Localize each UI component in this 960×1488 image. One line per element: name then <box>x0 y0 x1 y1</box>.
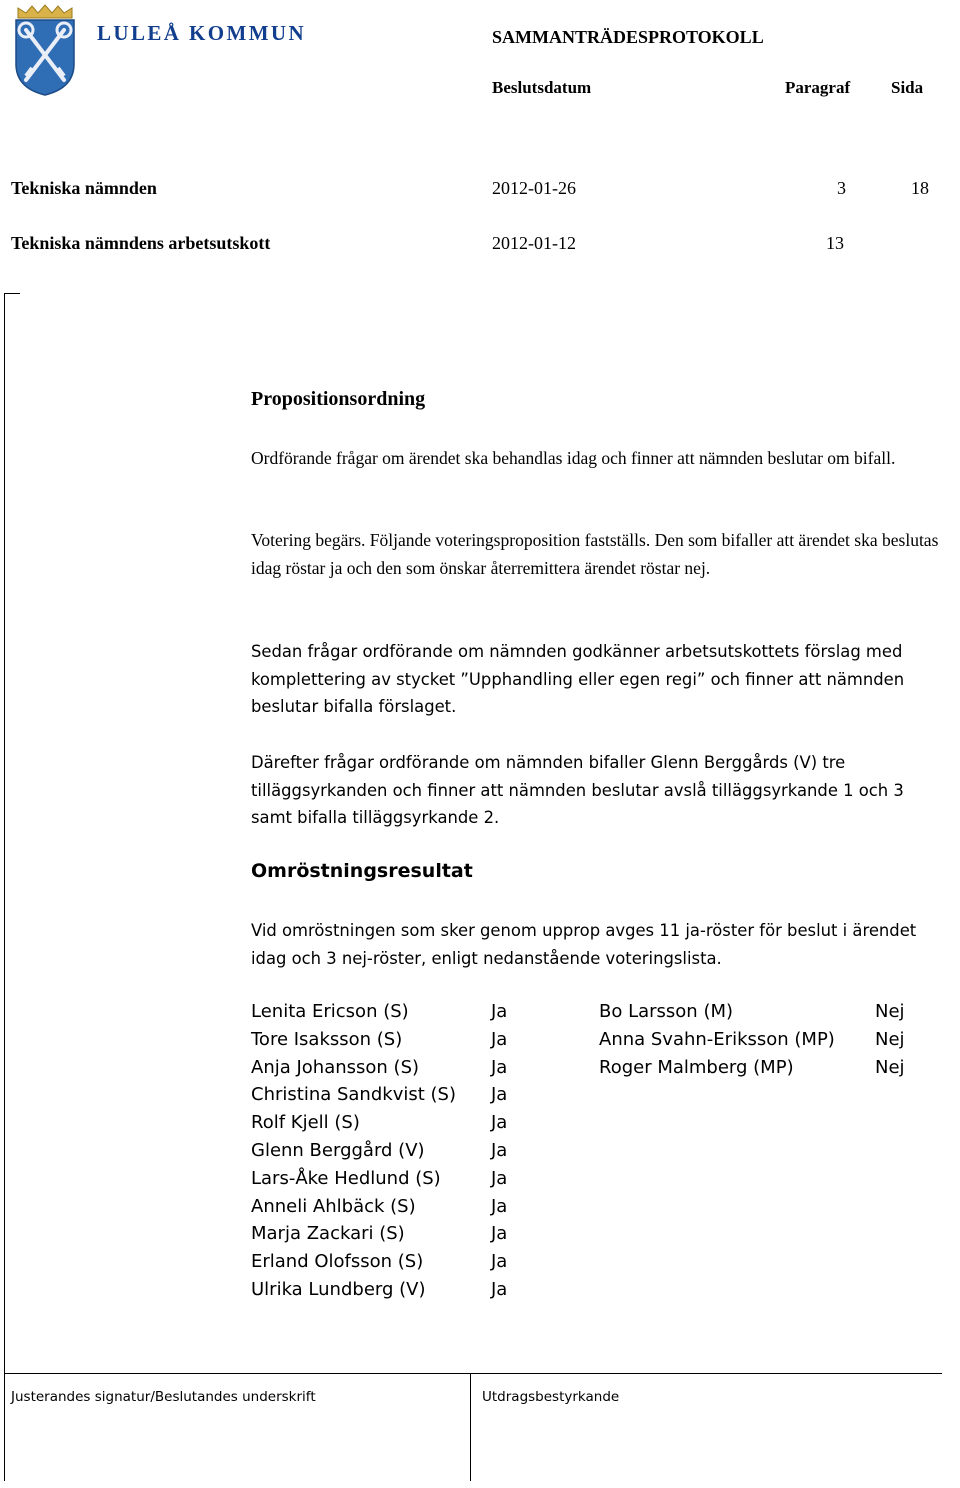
paragraph-votering: Votering begärs. Följande voteringsproposition fastställs. Den som bifaller att ärendet ska beslutas idag röstar ja och den som önskar återremittera ärendet röstar nej. <box>251 530 939 578</box>
voter-name: Tore Isaksson (S) <box>251 1028 403 1050</box>
meta-paragraph-1: 3 <box>837 178 846 198</box>
voter-name: Bo Larsson (M) <box>599 1001 734 1022</box>
label-paragraph: Paragraf <box>785 78 851 97</box>
voter-vote: Nej <box>875 1056 905 1078</box>
voter-name: Glenn Berggård (V) <box>251 1139 425 1161</box>
voter-vote: Nej <box>875 1028 905 1050</box>
voter-vote: Ja <box>491 1112 508 1134</box>
meta-body-1: Tekniska nämnden <box>11 178 157 198</box>
voter-vote: Ja <box>491 1056 508 1078</box>
voter-vote: Ja <box>491 1028 508 1050</box>
voter-vote: Ja <box>491 1139 508 1161</box>
municipality-crest-logo <box>12 4 78 96</box>
voter-vote: Ja <box>491 1195 508 1217</box>
voter-name: Roger Malmberg (MP) <box>599 1056 794 1078</box>
footer-divider <box>4 1373 942 1374</box>
paragraph-tillaggsyrkanden: Därefter frågar ordförande om nämnden bifaller Glenn Berggårds (V) tre tilläggsyrkanden och finner att nämnden beslutar avslå tilläggsyrkande 1 och 3 samt bifalla tilläggsyrkande 2. <box>251 753 904 828</box>
paragraph-omrostning: Vid omröstningen som sker genom upprop avges 11 ja-röster för beslut i ärendet idag och 3 nej-röster, enligt nedanstående voteringslista. <box>251 921 917 968</box>
label-page: Sida <box>891 78 924 97</box>
meta-date-1: 2012-01-26 <box>492 178 576 198</box>
footer-extract-label: Utdragsbestyrkande <box>482 1389 620 1405</box>
voter-vote: Ja <box>491 1251 508 1273</box>
voter-name: Rolf Kjell (S) <box>251 1112 360 1134</box>
meta-body-2: Tekniska nämndens arbetsutskott <box>11 233 271 253</box>
voter-vote: Ja <box>491 1223 508 1245</box>
footer-signature-label: Justerandes signatur/Beslutandes underskrift <box>11 1389 316 1405</box>
voter-vote: Nej <box>875 1001 905 1022</box>
voter-name: Anna Svahn-Eriksson (MP) <box>599 1028 835 1050</box>
paragraph-arbetsutskott: Sedan frågar ordförande om nämnden godkänner arbetsutskottets förslag med komplettering av stycket ”Upphandling eller egen regi” och finner att nämnden beslutar bifalla förslaget. <box>251 642 905 717</box>
voter-vote: Ja <box>491 1167 508 1189</box>
voter-name: Lenita Ericson (S) <box>251 1001 409 1022</box>
meta-page-1: 18 <box>911 178 929 198</box>
page-frame-top <box>4 293 20 294</box>
voter-vote: Ja <box>491 1001 508 1022</box>
label-decision-date: Beslutsdatum <box>492 78 592 97</box>
voter-name: Anneli Ahlbäck (S) <box>251 1195 416 1217</box>
voter-name: Anja Johansson (S) <box>251 1056 420 1078</box>
meta-paragraph-2: 13 <box>826 233 844 253</box>
footer-column-divider <box>470 1373 471 1481</box>
page-frame-left <box>4 293 5 1481</box>
voter-name: Christina Sandkvist (S) <box>251 1084 456 1106</box>
meta-date-2: 2012-01-12 <box>492 233 576 253</box>
voter-name: Marja Zackari (S) <box>251 1223 405 1245</box>
section-title-omrostningsresultat: Omröstningsresultat <box>251 860 473 882</box>
voter-name: Erland Olofsson (S) <box>251 1251 424 1273</box>
voter-name: Ulrika Lundberg (V) <box>251 1278 426 1300</box>
organization-name: LULEÅ KOMMUN <box>97 21 307 45</box>
voter-vote: Ja <box>491 1278 508 1300</box>
document-type: SAMMANTRÄDESPROTOKOLL <box>492 27 764 47</box>
section-title-propositionsordning: Propositionsordning <box>251 388 426 410</box>
voter-name: Lars-Åke Hedlund (S) <box>251 1167 441 1189</box>
paragraph-bifall: Ordförande frågar om ärendet ska behandlas idag och finner att nämnden beslutar om bifall. <box>251 448 896 468</box>
voter-vote: Ja <box>491 1084 508 1106</box>
